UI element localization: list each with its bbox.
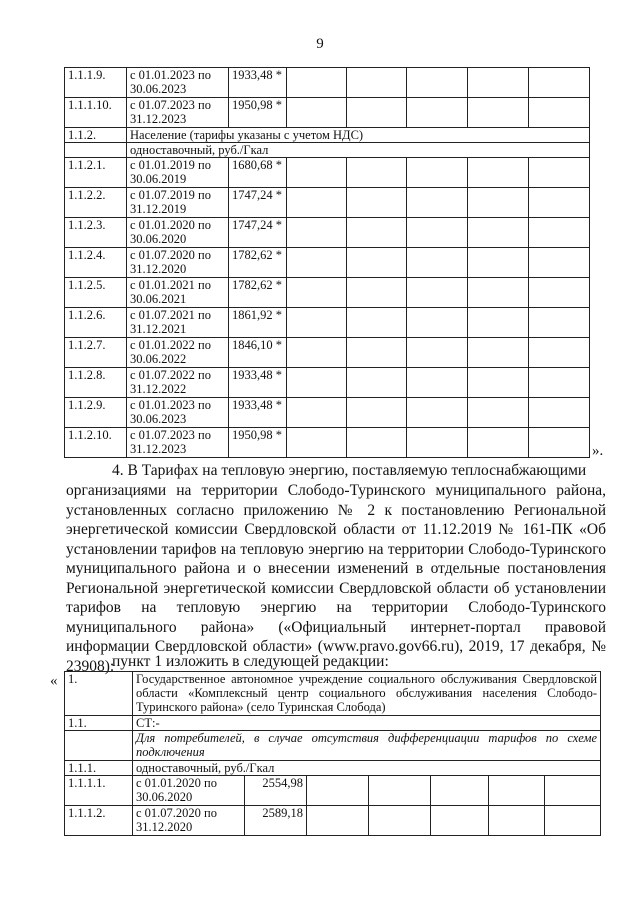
- row-value: 1782,62 *: [229, 278, 287, 308]
- empty-cell: [431, 806, 489, 836]
- empty-cell: [347, 428, 407, 458]
- empty-cell: [347, 98, 407, 128]
- table-row: [65, 308, 590, 338]
- row-number: 1.1.2.1.: [65, 158, 127, 188]
- table-row: [65, 776, 601, 806]
- empty-cell: [347, 218, 407, 248]
- row-value: 1680,68 *: [229, 158, 287, 188]
- table-row: [65, 218, 590, 248]
- row-number: 1.1.2.5.: [65, 278, 127, 308]
- empty-cell: [307, 806, 369, 836]
- table-row: [65, 158, 590, 188]
- empty-cell: [468, 368, 529, 398]
- empty-cell: [287, 68, 347, 98]
- row-number: 1.1.2.8.: [65, 368, 127, 398]
- row-period: с 01.07.2022 по 31.12.2022: [127, 368, 229, 398]
- empty-cell: [468, 398, 529, 428]
- table-row: [65, 128, 590, 143]
- table-row: [65, 98, 590, 128]
- row-number: 1.1.1.9.: [65, 68, 127, 98]
- paragraph-4-instruction: пункт 1 изложить в следующей редакции:: [112, 653, 389, 670]
- row-period: с 01.07.2020 по 31.12.2020: [127, 248, 229, 278]
- empty-cell: [407, 338, 468, 368]
- row-value: 1933,48 *: [229, 398, 287, 428]
- empty-cell: [529, 428, 590, 458]
- row-period: с 01.07.2020 по 31.12.2020: [133, 806, 245, 836]
- empty-cell: [287, 278, 347, 308]
- empty-cell: [347, 158, 407, 188]
- row-value: 1861,92 *: [229, 308, 287, 338]
- empty-cell: [407, 68, 468, 98]
- empty-cell: [347, 68, 407, 98]
- empty-cell: [287, 158, 347, 188]
- tariff-table-continued: [64, 67, 590, 458]
- row-title: Население (тарифы указаны с учетом НДС): [127, 128, 590, 143]
- empty-cell: [468, 248, 529, 278]
- row-value: 1950,98 *: [229, 98, 287, 128]
- row-period: с 01.01.2023 по 30.06.2023: [127, 68, 229, 98]
- row-period: с 01.01.2019 по 30.06.2019: [127, 158, 229, 188]
- row-period: с 01.01.2020 по 30.06.2020: [133, 776, 245, 806]
- empty-cell: [529, 98, 590, 128]
- consumers-number: [65, 731, 133, 761]
- table-row: [65, 368, 590, 398]
- row-period: с 01.07.2019 по 31.12.2019: [127, 188, 229, 218]
- row-value: 2589,18: [245, 806, 307, 836]
- table-row: [65, 143, 590, 158]
- org-number: 1.: [65, 672, 133, 716]
- empty-cell: [287, 398, 347, 428]
- row-number: 1.1.2.4.: [65, 248, 127, 278]
- row-number: 1.1.1.1.: [65, 776, 133, 806]
- empty-cell: [407, 278, 468, 308]
- empty-cell: [529, 368, 590, 398]
- empty-cell: [407, 248, 468, 278]
- empty-cell: [468, 428, 529, 458]
- empty-cell: [529, 158, 590, 188]
- empty-cell: [529, 398, 590, 428]
- table-row: [65, 248, 590, 278]
- empty-cell: [347, 398, 407, 428]
- empty-cell: [468, 98, 529, 128]
- quote-close-mark: ».: [592, 443, 604, 459]
- empty-cell: [347, 368, 407, 398]
- empty-cell: [407, 158, 468, 188]
- org-row: [65, 672, 601, 716]
- st-label: СТ:-: [133, 716, 601, 731]
- empty-cell: [529, 188, 590, 218]
- empty-cell: [407, 368, 468, 398]
- empty-cell: [407, 308, 468, 338]
- empty-cell: [529, 68, 590, 98]
- empty-cell: [287, 338, 347, 368]
- table-row: [65, 398, 590, 428]
- empty-cell: [407, 398, 468, 428]
- empty-cell: [529, 308, 590, 338]
- empty-cell: [468, 218, 529, 248]
- row-number: 1.1.2.10.: [65, 428, 127, 458]
- table-row: [65, 338, 590, 368]
- row-title: одноставочный, руб./Гкал: [127, 143, 590, 158]
- row-period: с 01.07.2021 по 31.12.2021: [127, 308, 229, 338]
- page-number: 9: [316, 36, 324, 52]
- empty-cell: [468, 338, 529, 368]
- row-number: 1.1.2.3.: [65, 218, 127, 248]
- empty-cell: [468, 158, 529, 188]
- table-row: [65, 806, 601, 836]
- empty-cell: [489, 806, 545, 836]
- consumers-row: [65, 731, 601, 761]
- empty-cell: [287, 428, 347, 458]
- row-value: 1933,48 *: [229, 68, 287, 98]
- row-value: 1846,10 *: [229, 338, 287, 368]
- row-value: 1747,24 *: [229, 218, 287, 248]
- empty-cell: [347, 188, 407, 218]
- row-number: 1.1.2.9.: [65, 398, 127, 428]
- empty-cell: [431, 776, 489, 806]
- table-row: [65, 428, 590, 458]
- empty-cell: [287, 98, 347, 128]
- single-rate-label: одноставочный, руб./Гкал: [133, 761, 601, 776]
- empty-cell: [347, 308, 407, 338]
- row-period: с 01.01.2022 по 30.06.2022: [127, 338, 229, 368]
- paragraph-4-first-line: 4. В Тарифах на тепловую энергию, поставляемую теплоснабжающими: [112, 462, 587, 479]
- single-rate-row: [65, 761, 601, 776]
- row-number: 1.1.2.6.: [65, 308, 127, 338]
- row-period: с 01.01.2020 по 30.06.2020: [127, 218, 229, 248]
- row-value: 2554,98: [245, 776, 307, 806]
- row-number: 1.1.2.2.: [65, 188, 127, 218]
- empty-cell: [529, 248, 590, 278]
- org-name: Государственное автономное учреждение социального обслуживания Свердловской области «Комплексный центр социального обслуживания населения Слободо-Туринского района» (село Туринская Слобода): [133, 672, 601, 716]
- empty-cell: [468, 68, 529, 98]
- row-value: 1782,62 *: [229, 248, 287, 278]
- empty-cell: [347, 248, 407, 278]
- empty-cell: [287, 218, 347, 248]
- table-row: [65, 68, 590, 98]
- row-number: 1.1.2.: [65, 128, 127, 143]
- row-number: [65, 143, 127, 158]
- empty-cell: [545, 776, 601, 806]
- consumers-label: Для потребителей, в случае отсутствия дифференциации тарифов по схеме подключения: [133, 731, 601, 761]
- empty-cell: [545, 806, 601, 836]
- empty-cell: [287, 368, 347, 398]
- empty-cell: [468, 188, 529, 218]
- row-number: 1.1.2.7.: [65, 338, 127, 368]
- table-row: [65, 278, 590, 308]
- row-number: 1.1.1.10.: [65, 98, 127, 128]
- quote-open-mark: «: [50, 673, 58, 689]
- row-period: с 01.07.2023 по 31.12.2023: [127, 98, 229, 128]
- single-rate-number: 1.1.1.: [65, 761, 133, 776]
- empty-cell: [529, 218, 590, 248]
- empty-cell: [407, 98, 468, 128]
- row-value: 1933,48 *: [229, 368, 287, 398]
- paragraph-4-body: организациями на территории Слободо-Туринского муниципального района, установленных согласно приложению № 2 к постановлению Региональной энергетической комиссии Свердловской области от 11.12.2019 № 161-ПК «Об установлении тарифов на тепловую энергию на территории Слободо-Туринского муниципального района и о внесении изменений в отдельные постановления Региональной энергетической комиссии Свердловской области об установлении тарифов на тепловую энергию на территории Слободо-Туринского муниципального района» («Официальный интернет-портал правовой информации Свердловской области» (www.pravo.gov66.ru), 2019, 17 декабря, № 23908):: [66, 482, 606, 675]
- empty-cell: [468, 278, 529, 308]
- row-value: 1747,24 *: [229, 188, 287, 218]
- row-number: 1.1.1.2.: [65, 806, 133, 836]
- empty-cell: [407, 218, 468, 248]
- row-period: с 01.01.2021 по 30.06.2021: [127, 278, 229, 308]
- empty-cell: [287, 188, 347, 218]
- empty-cell: [347, 278, 407, 308]
- tariff-table-new: [64, 671, 601, 836]
- row-period: с 01.01.2023 по 30.06.2023: [127, 398, 229, 428]
- empty-cell: [529, 278, 590, 308]
- empty-cell: [287, 248, 347, 278]
- empty-cell: [369, 776, 431, 806]
- row-value: 1950,98 *: [229, 428, 287, 458]
- st-row: [65, 716, 601, 731]
- empty-cell: [369, 806, 431, 836]
- row-period: с 01.07.2023 по 31.12.2023: [127, 428, 229, 458]
- empty-cell: [407, 428, 468, 458]
- empty-cell: [529, 338, 590, 368]
- empty-cell: [407, 188, 468, 218]
- empty-cell: [287, 308, 347, 338]
- empty-cell: [347, 338, 407, 368]
- empty-cell: [468, 308, 529, 338]
- st-number: 1.1.: [65, 716, 133, 731]
- table-row: [65, 188, 590, 218]
- empty-cell: [307, 776, 369, 806]
- empty-cell: [489, 776, 545, 806]
